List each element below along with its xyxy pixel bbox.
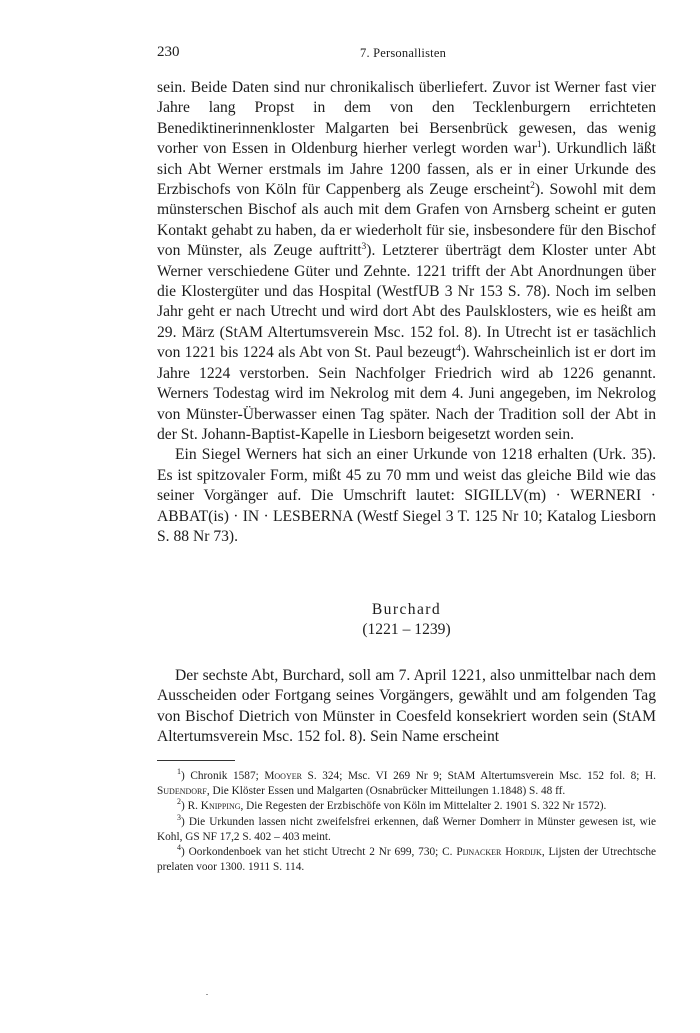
footnote-ref-3[interactable]: 3: [361, 242, 367, 253]
footnotes: [157, 769, 656, 875]
footnote-ref-4[interactable]: 4: [455, 344, 461, 355]
footnote-mark: 3: [177, 812, 181, 822]
footnote-mark: 1: [177, 767, 181, 777]
section-title: Burchard: [371, 601, 442, 618]
running-head: 7. Personallisten: [360, 46, 447, 60]
footnote-mark: 4: [177, 843, 181, 853]
footnote-divider: [157, 760, 235, 761]
print-speck: [206, 994, 208, 995]
footnote-2: $^2$) R. Knipping, Die Regesten der Erzbischöfe von Köln im Mittelalter 2. 1901 S. 322 Nr 1572).: [177, 797, 607, 813]
werner-paragraph-1: sein. Beide Daten sind nur chronikalisch überliefert. Zuvor ist Werner fast vier Jahre lang Propst in dem von den Tecklenburgern errichteten Benediktinerinnenkloster Malgarten bei Bersenbrück gewesen, das wenig vorher von Essen in Oldenburg hierher verlegt worden war$^1$). Urkundlich läßt sich Abt Werner erstmals im Jahre 1200 fassen, als er in einer Urkunde des Erzbischofs von Köln für Cappenberg als Zeuge erscheint$^2$). Sowohl mit dem münsterschen Bischof als auch mit dem Grafen von Arnsberg scheint er guten Kontakt gehabt zu haben, da er wiederholt für sie, insbesondere für den Bischof von Münster, als Zeuge auftritt$^3$). Letzterer überträgt dem Kloster unter Abt Werner verschiedene Güter und Zehnte. 1221 trifft der Abt Anordnungen über die Klostergüter und das Hospital (WestfUB 3 Nr 153 S. 78). Noch im selben Jahr geht er nach Utrecht und wird dort Abt des Paulsklosters, wie es heißt am 29. März (StAM Altertumsverein Msc. 152 fol. 8). In Utrecht ist er tasächlich von 1221 bis 1224 als Abt von St. Paul bezeugt$^4$). Wahrscheinlich ist er dort im Jahre 1224 verstorben. Sein Nachfolger Friedrich wird ab 1226 genannt. Werners Todestag wird im Nekrolog mit dem 4. Juni angegeben, im Nekrolog von Münster-Überwasser einen Tag später. Nach der Tradition soll der Abt in der St. Johann-Baptist-Kapelle in Liesborn beigesetzt worden sein.: [157, 79, 656, 443]
footnote-mark: 2: [177, 797, 181, 807]
werner-body-text: [157, 78, 656, 547]
section-dates: (1221 – 1239): [362, 621, 451, 638]
burchard-body-text: [157, 666, 656, 748]
burchard-paragraph-1: Der sechste Abt, Burchard, soll am 7. April 1221, also unmittelbar nach dem Ausscheiden oder Fortgang seines Vorgängers, gewählt und am folgenden Tag von Bischof Dietrich von Münster in Coesfeld konsekriert worden sein (StAM Altertumsverein Msc. 152 fol. 8). Sein Name erscheint: [157, 667, 656, 746]
footnote-1: $^1$) Chronik 1587; Mooyer S. 324; Msc. VI 269 Nr 9; StAM Altertumsverein Msc. 152 fol. 8; H. Sudendorf, Die Klöster Essen und Malgarten (Osnabrücker Mitteilungen 1.1848) S. 48 ff.: [157, 767, 657, 798]
page-number: 230: [157, 44, 180, 60]
footnote-ref-2[interactable]: 2: [530, 180, 535, 191]
werner-paragraph-2: Ein Siegel Werners hat sich an einer Urkunde von 1218 erhalten (Urk. 35). Es ist spitzovaler Form, mißt 45 zu 70 mm und weist das gleiche Bild wie das seiner Vorgänger auf. Die Umschrift lautet: SIGILLV(m) · WERNERI · ABBAT(is) · IN · LESBERNA (Westf Siegel 3 T. 125 Nr 10; Katalog Liesborn S. 88 Nr 73).: [157, 446, 656, 545]
footnote-ref-1[interactable]: 1: [536, 140, 542, 151]
footnote-3: $^3$) Die Urkunden lassen nicht zweifelsfrei erkennen, daß Werner Domherr in Münster gewesen ist, wie Kohl, GS NF 17,2 S. 402 – 403 meint.: [157, 812, 656, 843]
footnote-4: $^4$) Oorkondenboek van het sticht Utrecht 2 Nr 699, 730; C. Pijnacker Hordijk, Lijsten der Utrechtsche prelaten voor 1300. 1911 S. 114.: [157, 843, 656, 874]
